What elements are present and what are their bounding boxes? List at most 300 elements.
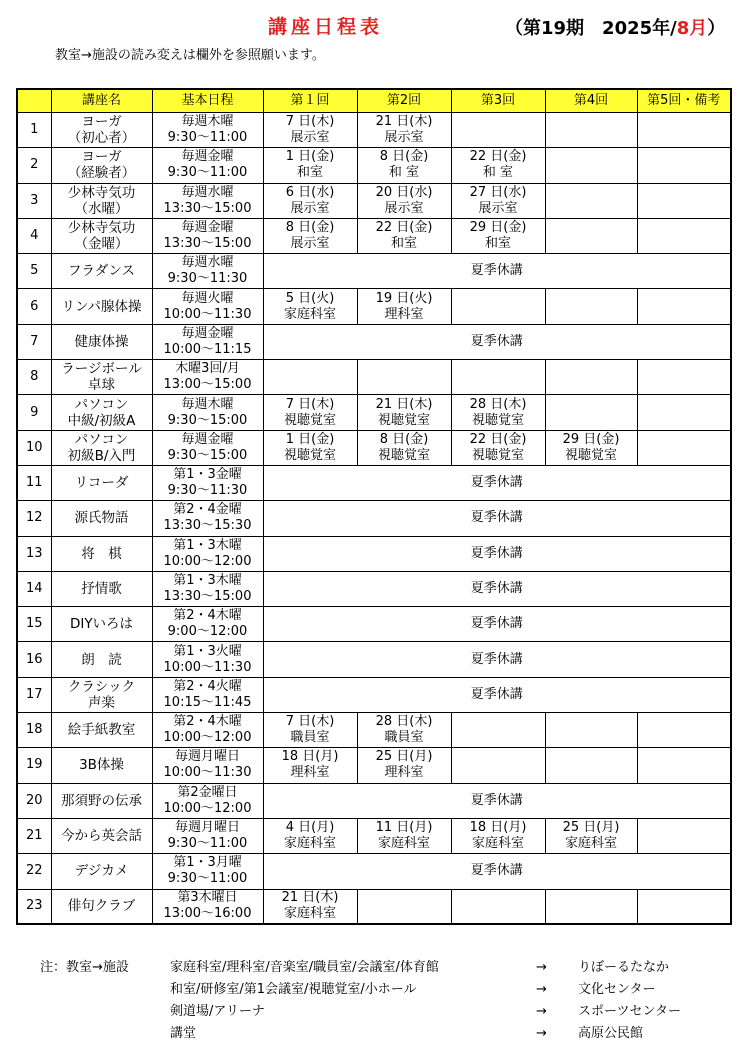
cell-line: 家庭科室: [283, 306, 336, 322]
cell-line: 7 日(木): [285, 114, 335, 130]
cell-line: 13:00～15:00: [163, 377, 252, 393]
cell-line: 第2・4木曜: [173, 714, 242, 730]
cell-line: 毎週金曜: [181, 431, 234, 447]
session-cell: [263, 289, 357, 324]
session-cell: [263, 748, 357, 783]
cell-line: 第2金曜日: [177, 784, 238, 800]
session-cell: [545, 748, 637, 783]
cell-line: 源氏物語: [74, 510, 129, 527]
cell-line: 7 日(木): [285, 714, 335, 730]
cell-line: 第1・3木曜: [173, 573, 242, 588]
session-cell: [263, 183, 357, 218]
cell-line: 3B体操: [79, 757, 124, 774]
row-number: 9: [17, 395, 51, 430]
cell-line: （経験者）: [67, 165, 136, 182]
cell-line: 毎週水曜: [181, 255, 234, 271]
cell-line: 家庭科室: [283, 836, 336, 852]
holiday-notice: 夏季休講: [263, 607, 731, 642]
row-number: 16: [17, 642, 51, 677]
basic-schedule: [152, 430, 263, 465]
row-number: 14: [17, 571, 51, 606]
cell-line: 10:00～12:00: [163, 730, 252, 746]
cell-line: パソコン: [74, 396, 129, 413]
arrow-icon: →: [536, 1026, 547, 1041]
cell-line: 25 日(月): [562, 820, 620, 836]
row-number: 3: [17, 183, 51, 218]
cell-line: 第2・4木曜: [173, 608, 242, 624]
session-cell: [263, 148, 357, 183]
footnote-row: [40, 979, 740, 1001]
session-cell: [637, 218, 731, 253]
course-name: [51, 501, 152, 536]
session-cell: [451, 360, 545, 395]
session-cell: [357, 113, 451, 148]
cell-line: 13:30～15:00: [163, 236, 252, 252]
cell-line: 視聴覚室: [377, 447, 430, 463]
cell-line: 8 日(金): [379, 149, 429, 165]
course-name: [51, 430, 152, 465]
course-name: [51, 818, 152, 853]
cell-line: 俳句クラブ: [67, 898, 136, 915]
cell-line: 9:30～11:00: [167, 130, 248, 146]
session-cell: [357, 430, 451, 465]
cell-line: 27 日(水): [469, 184, 527, 200]
course-name: [51, 395, 152, 430]
cell-line: 展示室: [384, 200, 424, 216]
footnote-facility: 高原公民館: [578, 1026, 644, 1041]
cell-line: ヨーガ: [81, 114, 122, 131]
basic-schedule: [152, 818, 263, 853]
cell-line: 8 日(金): [285, 220, 335, 236]
cell-line: 第1・3火曜: [173, 643, 242, 659]
column-header: 基本日程: [152, 89, 263, 113]
cell-line: 毎週水曜: [181, 184, 234, 200]
session-cell: [451, 148, 545, 183]
table-body: [17, 113, 731, 925]
column-header: 第１回: [263, 89, 357, 113]
cell-line: 抒情歌: [81, 581, 122, 597]
session-cell: [545, 289, 637, 324]
course-name: [51, 713, 152, 748]
course-name: [51, 324, 152, 359]
session-cell: [451, 183, 545, 218]
course-name: [51, 113, 152, 148]
row-number: 23: [17, 889, 51, 924]
cell-line: 将 棋: [81, 545, 122, 562]
cell-line: 第1・3木曜: [173, 537, 242, 553]
cell-line: 毎週月曜日: [174, 749, 240, 765]
cell-line: （初心者）: [67, 130, 136, 147]
table-row: [17, 677, 731, 712]
row-number: 17: [17, 677, 51, 712]
table-row: [17, 254, 731, 289]
column-header: 第5回・備考: [637, 89, 731, 113]
row-number: 6: [17, 289, 51, 324]
session-cell: [545, 218, 637, 253]
cell-line: パソコン: [74, 431, 129, 448]
holiday-notice: 夏季休講: [263, 501, 731, 536]
cell-line: 28 日(木): [469, 396, 527, 412]
cell-line: 理科室: [290, 765, 330, 781]
basic-schedule: [152, 289, 263, 324]
table-row: [17, 430, 731, 465]
basic-schedule: [152, 889, 263, 924]
session-cell: [451, 818, 545, 853]
session-cell: [357, 889, 451, 924]
footnote-rooms: 和室/研修室/第1会議室/視聴覚室/小ホール: [170, 982, 417, 997]
cell-line: 9:30～15:00: [167, 412, 248, 428]
session-cell: [357, 395, 451, 430]
cell-line: 9:30～11:30: [167, 271, 248, 287]
session-cell: [545, 395, 637, 430]
basic-schedule: [152, 642, 263, 677]
session-cell: [263, 218, 357, 253]
holiday-notice: 夏季休講: [263, 465, 731, 500]
session-cell: [357, 360, 451, 395]
session-cell: [637, 289, 731, 324]
cell-line: 29 日(金): [469, 220, 527, 236]
cell-line: DIYいろは: [69, 616, 134, 633]
row-number: 10: [17, 430, 51, 465]
period-prefix: （第19期 2025年/: [505, 18, 677, 39]
basic-schedule: [152, 148, 263, 183]
table-row: [17, 536, 731, 571]
cell-line: 少林寺気功: [67, 220, 136, 237]
session-cell: [263, 889, 357, 924]
row-number: 4: [17, 218, 51, 253]
course-name: [51, 148, 152, 183]
row-number: 7: [17, 324, 51, 359]
basic-schedule: [152, 713, 263, 748]
session-cell: [545, 183, 637, 218]
row-number: 12: [17, 501, 51, 536]
cell-line: 毎週金曜: [181, 325, 234, 341]
cell-line: 11 日(月): [375, 820, 433, 836]
table-row: [17, 607, 731, 642]
header-row: [17, 89, 731, 113]
table-row: [17, 501, 731, 536]
cell-line: 19 日(火): [375, 290, 433, 306]
course-name: [51, 465, 152, 500]
column-header: 第3回: [451, 89, 545, 113]
cell-line: 家庭科室: [471, 836, 524, 852]
basic-schedule: [152, 854, 263, 889]
cell-line: 第3木曜日: [177, 890, 238, 906]
cell-line: ラージボール: [61, 361, 142, 378]
cell-line: 毎週金曜: [181, 149, 234, 165]
holiday-notice: 夏季休講: [263, 677, 731, 712]
course-name: [51, 571, 152, 606]
holiday-notice: 夏季休講: [263, 571, 731, 606]
holiday-notice: 夏季休講: [263, 854, 731, 889]
table-row: [17, 148, 731, 183]
session-cell: [357, 713, 451, 748]
cell-line: 展示室: [290, 236, 330, 252]
holiday-notice: 夏季休講: [263, 783, 731, 818]
table-row: [17, 395, 731, 430]
footnote-facility: 文化センター: [578, 982, 656, 997]
basic-schedule: [152, 536, 263, 571]
period-label: [505, 14, 725, 40]
cell-line: 22 日(金): [375, 220, 433, 236]
cell-line: 展示室: [384, 130, 424, 146]
cell-line: 21 日(木): [281, 890, 339, 906]
table-row: [17, 113, 731, 148]
cell-line: 13:30～15:00: [163, 589, 252, 604]
cell-line: 毎週金曜: [181, 220, 234, 236]
cell-line: 視聴覚室: [283, 447, 336, 463]
session-cell: [451, 430, 545, 465]
cell-line: 卓球: [88, 377, 115, 394]
footnote-facility: スポーツセンター: [578, 1004, 681, 1019]
table-row: [17, 465, 731, 500]
cell-line: 13:00～16:00: [163, 906, 252, 922]
course-name: [51, 254, 152, 289]
cell-line: ヨーガ: [81, 149, 122, 166]
table-row: [17, 713, 731, 748]
cell-line: 20 日(水): [375, 184, 433, 200]
session-cell: [637, 430, 731, 465]
basic-schedule: [152, 677, 263, 712]
cell-line: 8 日(金): [379, 431, 429, 447]
course-name: [51, 536, 152, 571]
cell-line: 家庭科室: [377, 836, 430, 852]
cell-line: 10:00～12:00: [163, 553, 252, 569]
session-cell: [263, 360, 357, 395]
row-number: 13: [17, 536, 51, 571]
cell-line: 21 日(木): [375, 396, 433, 412]
page-title: 講座日程表: [268, 16, 384, 38]
row-number: 20: [17, 783, 51, 818]
cell-line: 展示室: [290, 130, 330, 146]
cell-line: 和室: [296, 165, 323, 181]
session-cell: [545, 360, 637, 395]
cell-line: 第2・4金曜: [173, 502, 242, 518]
cell-line: フラダンス: [67, 263, 136, 280]
cell-line: 理科室: [384, 306, 424, 322]
cell-line: 和 室: [388, 165, 420, 181]
cell-line: 22 日(金): [469, 431, 527, 447]
holiday-notice: 夏季休講: [263, 254, 731, 289]
cell-line: 10:15～11:45: [163, 694, 252, 710]
session-cell: [357, 218, 451, 253]
cell-line: 今から英会話: [61, 828, 142, 845]
session-cell: [637, 183, 731, 218]
session-cell: [545, 889, 637, 924]
table-row: [17, 571, 731, 606]
cell-line: 7 日(木): [285, 396, 335, 412]
subtitle: 教室→施設の読み変えは欄外を参照願います。: [55, 48, 325, 63]
arrow-icon: →: [536, 1004, 547, 1019]
session-cell: [357, 818, 451, 853]
footnote-row: [40, 1001, 740, 1023]
basic-schedule: [152, 501, 263, 536]
row-number: 2: [17, 148, 51, 183]
cell-line: 毎週木曜: [181, 396, 234, 412]
session-cell: [545, 148, 637, 183]
cell-line: 視聴覚室: [471, 412, 524, 428]
cell-line: 少林寺気功: [67, 184, 136, 201]
cell-line: 1 日(金): [285, 149, 335, 165]
course-name: [51, 783, 152, 818]
table-row: [17, 360, 731, 395]
cell-line: 10:00～11:30: [163, 306, 252, 322]
holiday-notice: 夏季休講: [263, 536, 731, 571]
cell-line: リコーダ: [74, 475, 129, 492]
cell-line: 10:00～11:15: [163, 341, 252, 357]
cell-line: 声楽: [88, 694, 115, 711]
cell-line: 25 日(月): [375, 749, 433, 765]
session-cell: [451, 395, 545, 430]
cell-line: 和室: [390, 236, 417, 252]
session-cell: [637, 148, 731, 183]
session-cell: [451, 889, 545, 924]
session-cell: [357, 148, 451, 183]
footnotes: [40, 957, 740, 1045]
session-cell: [357, 748, 451, 783]
cell-line: デジカメ: [74, 863, 129, 880]
session-cell: [545, 430, 637, 465]
cell-line: 10:00～12:00: [163, 800, 252, 816]
cell-line: 9:30～11:00: [167, 165, 248, 181]
row-number: 15: [17, 607, 51, 642]
column-header: 講座名: [51, 89, 152, 113]
row-number: 1: [17, 113, 51, 148]
schedule-table: [16, 88, 732, 925]
cell-line: 第1・3金曜: [173, 467, 242, 483]
cell-line: 初級B/入門: [67, 447, 136, 464]
basic-schedule: [152, 607, 263, 642]
session-cell: [451, 713, 545, 748]
cell-line: 那須野の伝承: [61, 792, 142, 809]
basic-schedule: [152, 395, 263, 430]
holiday-notice: 夏季休講: [263, 324, 731, 359]
column-header: [17, 89, 51, 113]
row-number: 5: [17, 254, 51, 289]
session-cell: [357, 289, 451, 324]
row-number: 18: [17, 713, 51, 748]
cell-line: 絵手紙教室: [67, 722, 136, 739]
table-row: [17, 183, 731, 218]
course-name: [51, 642, 152, 677]
cell-line: 5 日(火): [285, 290, 335, 306]
table-row: [17, 854, 731, 889]
cell-line: 9:30～11:30: [167, 483, 248, 499]
cell-line: 家庭科室: [564, 836, 617, 852]
row-number: 19: [17, 748, 51, 783]
cell-line: 家庭科室: [283, 906, 336, 922]
session-cell: [451, 748, 545, 783]
session-cell: [263, 113, 357, 148]
cell-line: 22 日(金): [469, 149, 527, 165]
cell-line: 9:30～11:00: [167, 836, 248, 852]
column-header: 第2回: [357, 89, 451, 113]
cell-line: 13:30～15:00: [163, 200, 252, 216]
table-row: [17, 218, 731, 253]
session-cell: [637, 360, 731, 395]
cell-line: 4 日(月): [285, 820, 335, 836]
cell-line: （水曜）: [74, 200, 129, 217]
table-row: [17, 324, 731, 359]
course-name: [51, 218, 152, 253]
cell-line: 健康体操: [74, 333, 129, 350]
course-name: [51, 677, 152, 712]
cell-line: 理科室: [384, 765, 424, 781]
footnote-rooms: 講堂: [170, 1026, 197, 1041]
course-name: [51, 748, 152, 783]
cell-line: 職員室: [384, 730, 424, 746]
table-row: [17, 642, 731, 677]
header: [0, 10, 750, 44]
session-cell: [263, 713, 357, 748]
basic-schedule: [152, 465, 263, 500]
session-cell: [451, 113, 545, 148]
session-cell: [637, 113, 731, 148]
basic-schedule: [152, 324, 263, 359]
course-name: [51, 854, 152, 889]
cell-line: 21 日(木): [375, 114, 433, 130]
cell-line: 1 日(金): [285, 431, 335, 447]
basic-schedule: [152, 183, 263, 218]
session-cell: [637, 748, 731, 783]
session-cell: [545, 113, 637, 148]
cell-line: 第1・3月曜: [173, 855, 242, 871]
table-row: [17, 818, 731, 853]
course-name: [51, 889, 152, 924]
basic-schedule: [152, 748, 263, 783]
cell-line: 展示室: [478, 200, 518, 216]
cell-line: 9:30～11:00: [167, 871, 248, 887]
course-name: [51, 289, 152, 324]
footnote-label: 注：教室→施設: [40, 960, 129, 975]
cell-line: 第2・4火曜: [173, 678, 242, 694]
cell-line: 13:30～15:30: [163, 518, 252, 534]
cell-line: 10:00～11:30: [163, 659, 252, 675]
basic-schedule: [152, 783, 263, 818]
session-cell: [637, 713, 731, 748]
cell-line: 毎週月曜日: [174, 820, 240, 836]
table-row: [17, 889, 731, 924]
cell-line: 展示室: [290, 200, 330, 216]
cell-line: 和室: [484, 236, 511, 252]
cell-line: 毎週木曜: [181, 114, 234, 130]
row-number: 11: [17, 465, 51, 500]
cell-line: 18 日(月): [469, 820, 527, 836]
basic-schedule: [152, 360, 263, 395]
cell-line: （金曜）: [74, 236, 129, 253]
cell-line: 29 日(金): [562, 431, 620, 447]
arrow-icon: →: [536, 982, 547, 997]
cell-line: 中級/初級A: [67, 412, 136, 429]
arrow-icon: →: [536, 960, 547, 975]
period-suffix: ）: [707, 18, 726, 39]
course-name: [51, 607, 152, 642]
cell-line: 和 室: [482, 165, 514, 181]
row-number: 8: [17, 360, 51, 395]
basic-schedule: [152, 571, 263, 606]
session-cell: [637, 889, 731, 924]
footnote-facility: りぼーるたなか: [578, 960, 670, 975]
cell-line: 10:00～11:30: [163, 765, 252, 781]
course-name: [51, 183, 152, 218]
session-cell: [637, 395, 731, 430]
cell-line: 28 日(木): [375, 714, 433, 730]
session-cell: [263, 430, 357, 465]
session-cell: [451, 218, 545, 253]
cell-line: 6 日(水): [285, 184, 335, 200]
footnote-row: [40, 957, 740, 979]
cell-line: リンパ腺体操: [61, 298, 142, 315]
